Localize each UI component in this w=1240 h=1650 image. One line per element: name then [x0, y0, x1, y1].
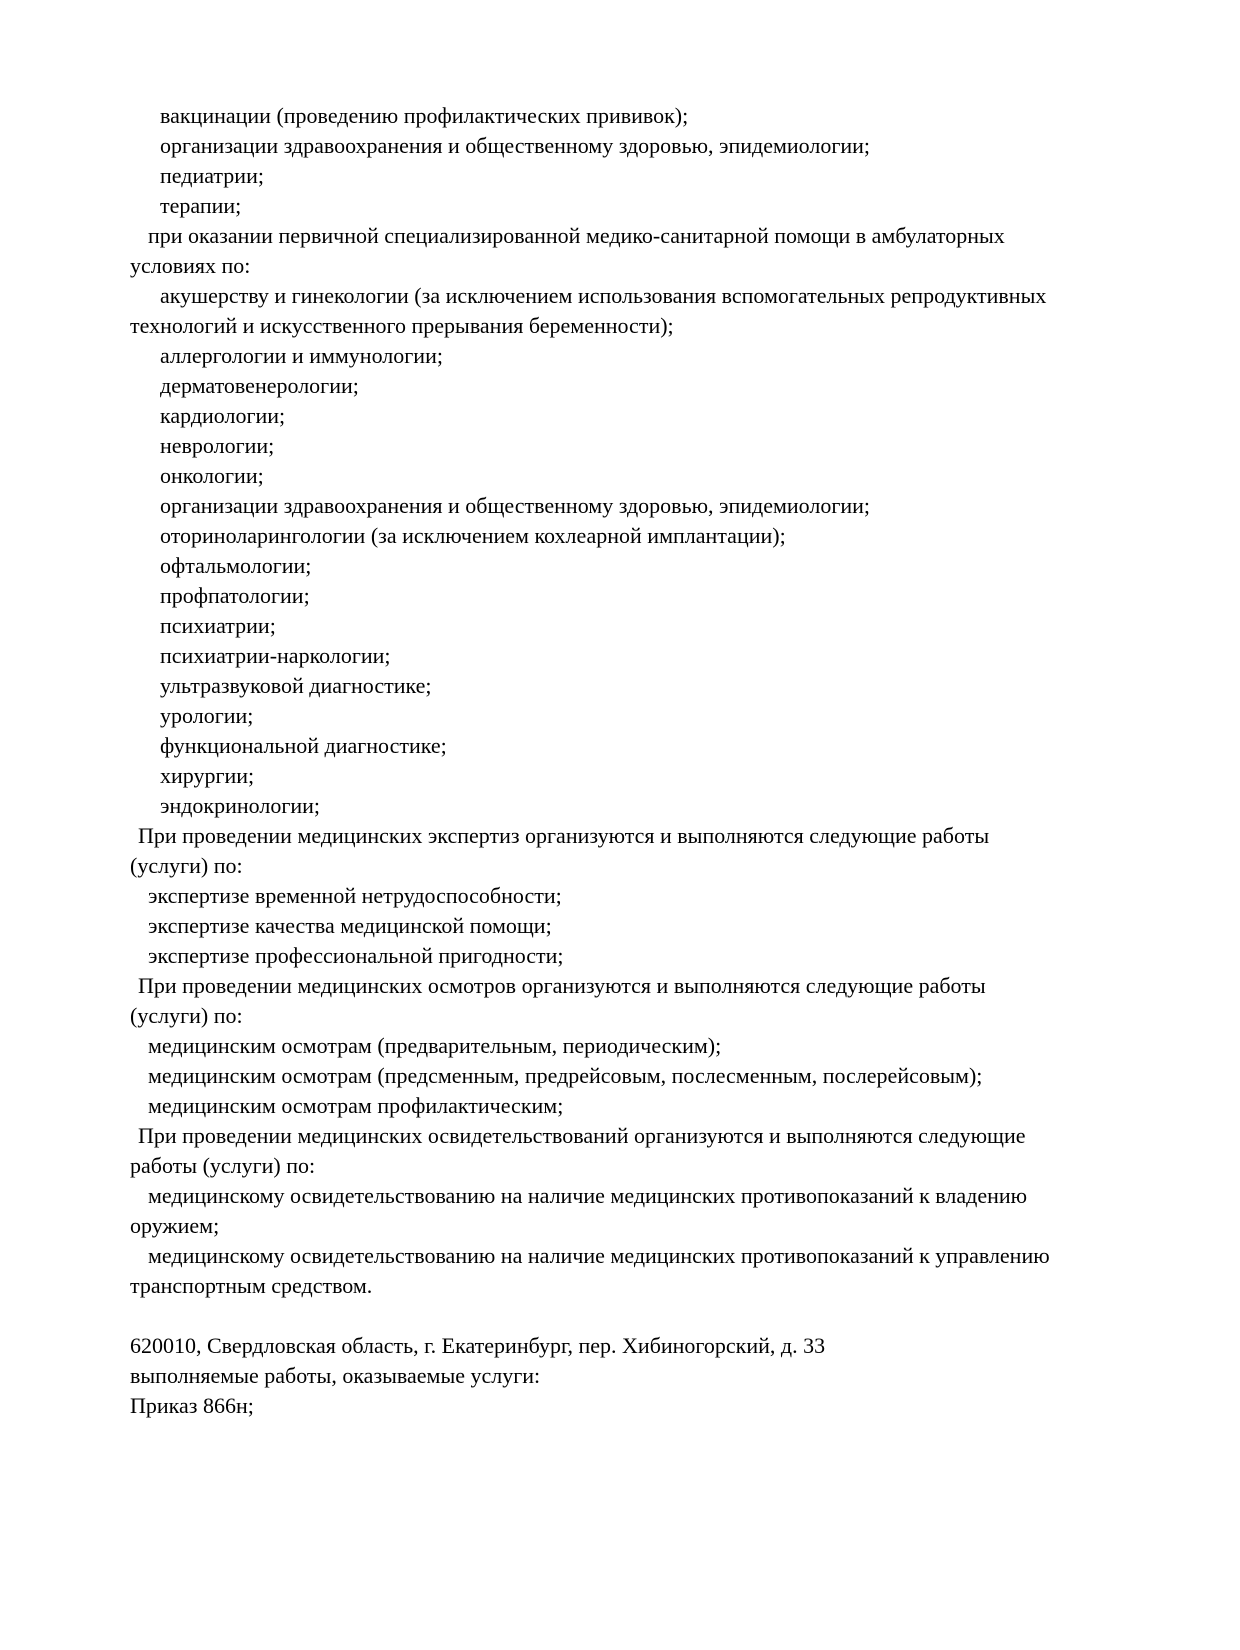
document-line: медицинскому освидетельствованию на наличие медицинских противопоказаний к управлению [148, 1243, 1050, 1268]
document-line: аллергологии и иммунологии; [160, 343, 443, 368]
document-line: ультразвуковой диагностике; [160, 673, 432, 698]
document-line: вакцинации (проведению профилактических прививок); [160, 103, 689, 128]
document-line: кардиологии; [160, 403, 286, 428]
document-line: организации здравоохранения и общественному здоровью, эпидемиологии; [160, 493, 871, 518]
document-line: хирургии; [160, 763, 255, 788]
document-line: онкологии; [160, 463, 264, 488]
document-line: условиях по: [130, 253, 251, 278]
document-line: терапии; [160, 193, 242, 218]
document-line: урологии; [160, 703, 254, 728]
document-line: функциональной диагностике; [160, 733, 447, 758]
document-line: психиатрии-наркологии; [160, 643, 391, 668]
document-line: При проведении медицинских экспертиз организуются и выполняются следующие работы [138, 823, 990, 848]
document-line: акушерству и гинекологии (за исключением использования вспомогательных репродуктивных [160, 283, 1047, 308]
document-line: При проведении медицинских освидетельствований организуются и выполняются следующие [138, 1123, 1026, 1148]
document-text-block [130, 101, 1205, 1421]
document-line: (услуги) по: [130, 1003, 243, 1028]
blank-line [130, 1301, 1205, 1331]
document-line: оториноларингологии (за исключением кохлеарной имплантации); [160, 523, 786, 548]
document-line: экспертизе качества медицинской помощи; [148, 913, 552, 938]
document-line: офтальмологии; [160, 553, 312, 578]
document-line: при оказании первичной специализированной медико-санитарной помощи в амбулаторных [148, 223, 1005, 248]
document-line: неврологии; [160, 433, 275, 458]
document-line: оружием; [130, 1213, 220, 1238]
document-line: 620010, Свердловская область, г. Екатеринбург, пер. Хибиногорский, д. 33 [130, 1333, 826, 1358]
document-line: работы (услуги) по: [130, 1153, 316, 1178]
document-line: медицинским осмотрам (предварительным, периодическим); [148, 1033, 722, 1058]
document-line: экспертизе профессиональной пригодности; [148, 943, 564, 968]
document-line: медицинским осмотрам профилактическим; [148, 1093, 564, 1118]
document-line: (услуги) по: [130, 853, 243, 878]
document-line: психиатрии; [160, 613, 276, 638]
document-line: транспортным средством. [130, 1273, 373, 1298]
document-line: педиатрии; [160, 163, 264, 188]
document-line: эндокринологии; [160, 793, 321, 818]
document-line: организации здравоохранения и общественному здоровью, эпидемиологии; [160, 133, 871, 158]
document-line: экспертизе временной нетрудоспособности; [148, 883, 562, 908]
document-line: профпатологии; [160, 583, 310, 608]
document-line: выполняемые работы, оказываемые услуги: [130, 1363, 541, 1388]
document-line: При проведении медицинских осмотров организуются и выполняются следующие работы [138, 973, 986, 998]
document-line: Приказ 866н; [130, 1393, 254, 1418]
document-line: дерматовенерологии; [160, 373, 359, 398]
document-line: медицинскому освидетельствованию на наличие медицинских противопоказаний к владению [148, 1183, 1028, 1208]
document-line: медицинским осмотрам (предсменным, предрейсовым, послесменным, послерейсовым); [148, 1063, 983, 1088]
document-line: технологий и искусственного прерывания беременности); [130, 313, 674, 338]
